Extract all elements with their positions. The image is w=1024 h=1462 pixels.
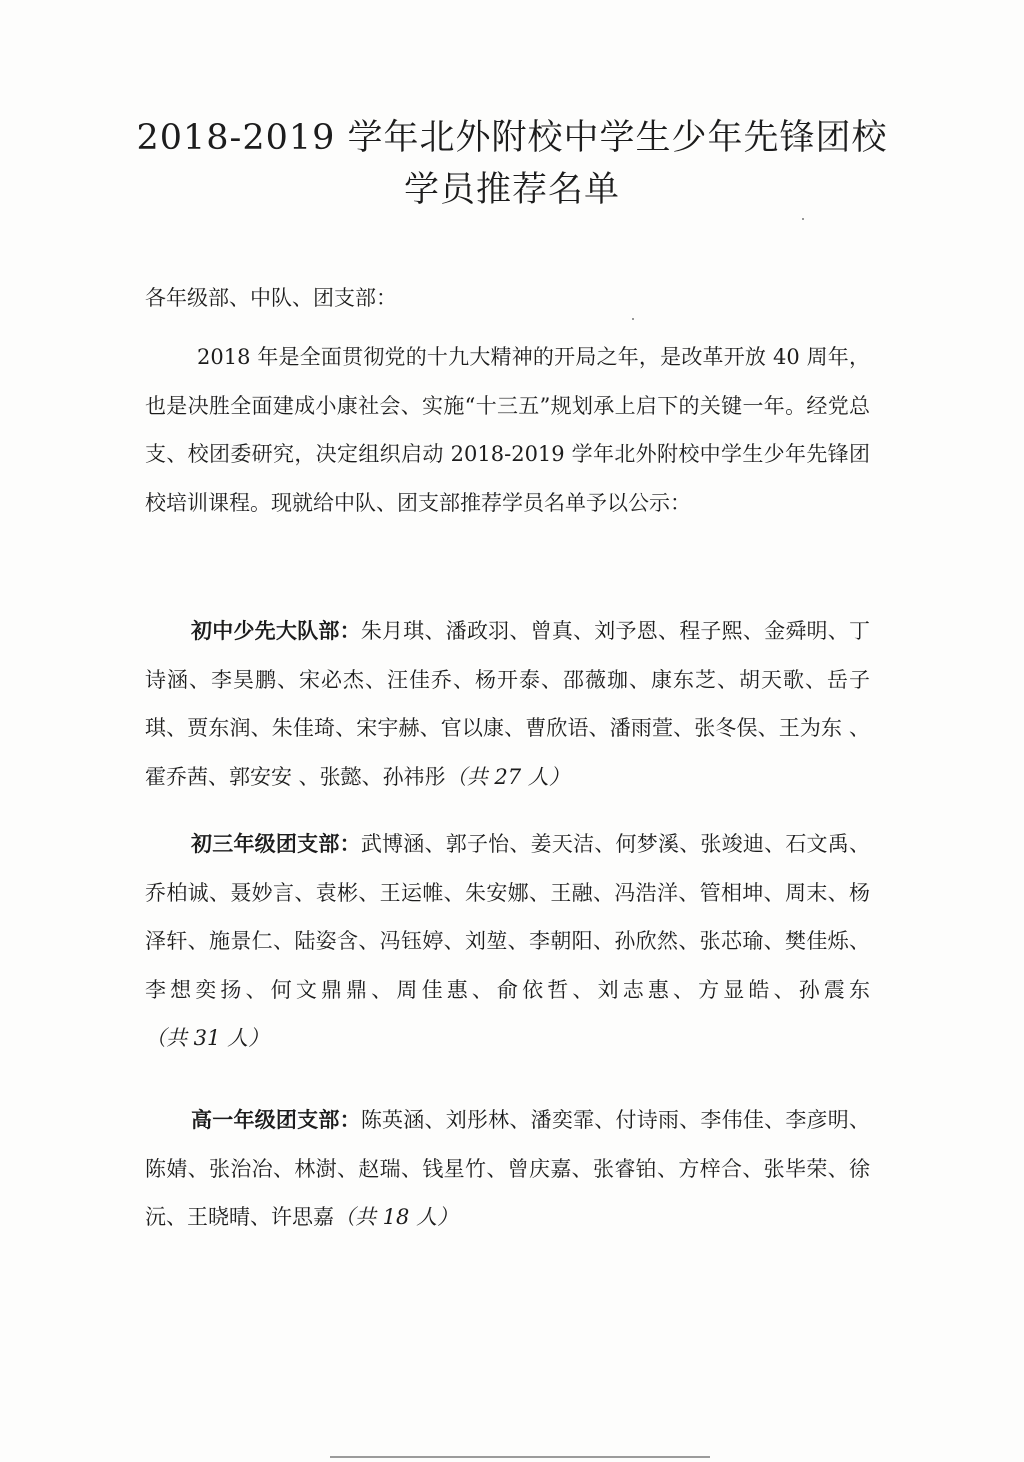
group-title: 初中少先大队部： (191, 618, 361, 643)
group-names: 武博涵、郭子怡、姜天洁、何梦溪、张竣迪、石文禹、乔柏诚、聂妙言、袁彬、王运帷、朱安娜、王融、冯浩洋、管相坤、周末、杨泽轩、施景仁、陆姿含、冯钰婷、刘堃、李朝阳、孙欣然、张芯瑜、樊佳烁、李想奕扬、何文鼎鼎、周佳惠、俞依哲、刘志惠、方显皓、孙震东 (145, 832, 871, 1002)
group-names: 朱月琪、潘政羽、曾真、刘予恩、程子熙、金舜明、丁诗涵、李昊鹏、宋必杰、汪佳乔、杨开泰、邵薇珈、康东芝、胡天歌、岳子琪、贾东润、朱佳琦、宋宇赫、官以康、曹欣语、潘雨萱、张冬俣、王为东 、霍乔茜、郭安安 、张懿、孙祎彤 (145, 619, 871, 789)
group-junior-pioneers (145, 607, 870, 801)
group-count: （共 27 人） (445, 764, 570, 789)
group-grade9-league (145, 820, 870, 1063)
group-names: 陈英涵、刘彤林、潘奕霏、付诗雨、李伟佳、李彦明、陈婧、张治冶、林澍、赵瑞、钱星竹、曾庆嘉、张睿铂、方梓合、张毕荣、徐沅、王晓晴、许思嘉 (145, 1108, 871, 1229)
salutation: 各年级部、中队、团支部： (145, 286, 397, 310)
group-title: 高一年级团支部： (191, 1107, 361, 1132)
scan-speck (632, 318, 634, 320)
scan-edge-line (330, 1456, 710, 1458)
title-line-1: 2018-2019 学年北外附校中学生少年先锋团校 (136, 118, 888, 158)
group-title: 初三年级团支部： (191, 831, 361, 856)
document-title (0, 112, 1024, 216)
group-grade10-league (145, 1096, 870, 1242)
scan-speck (802, 218, 804, 220)
intro-paragraph: 2018 年是全面贯彻党的十九大精神的开局之年，是改革开放 40 周年，也是决胜全面建成小康社会、实施“十三五”规划承上启下的关键一年。经党总支、校团委研究，决定组织启动 2018-2019 学年北外附校中学生少年先锋团校培训课程。现就给中队、团支部推荐学员名单予以公示： (145, 345, 870, 515)
group-count: （共 18 人） (334, 1205, 459, 1229)
group-count: （共 31 人） (145, 1026, 270, 1050)
title-line-2: 学员推荐名单 (403, 170, 620, 210)
